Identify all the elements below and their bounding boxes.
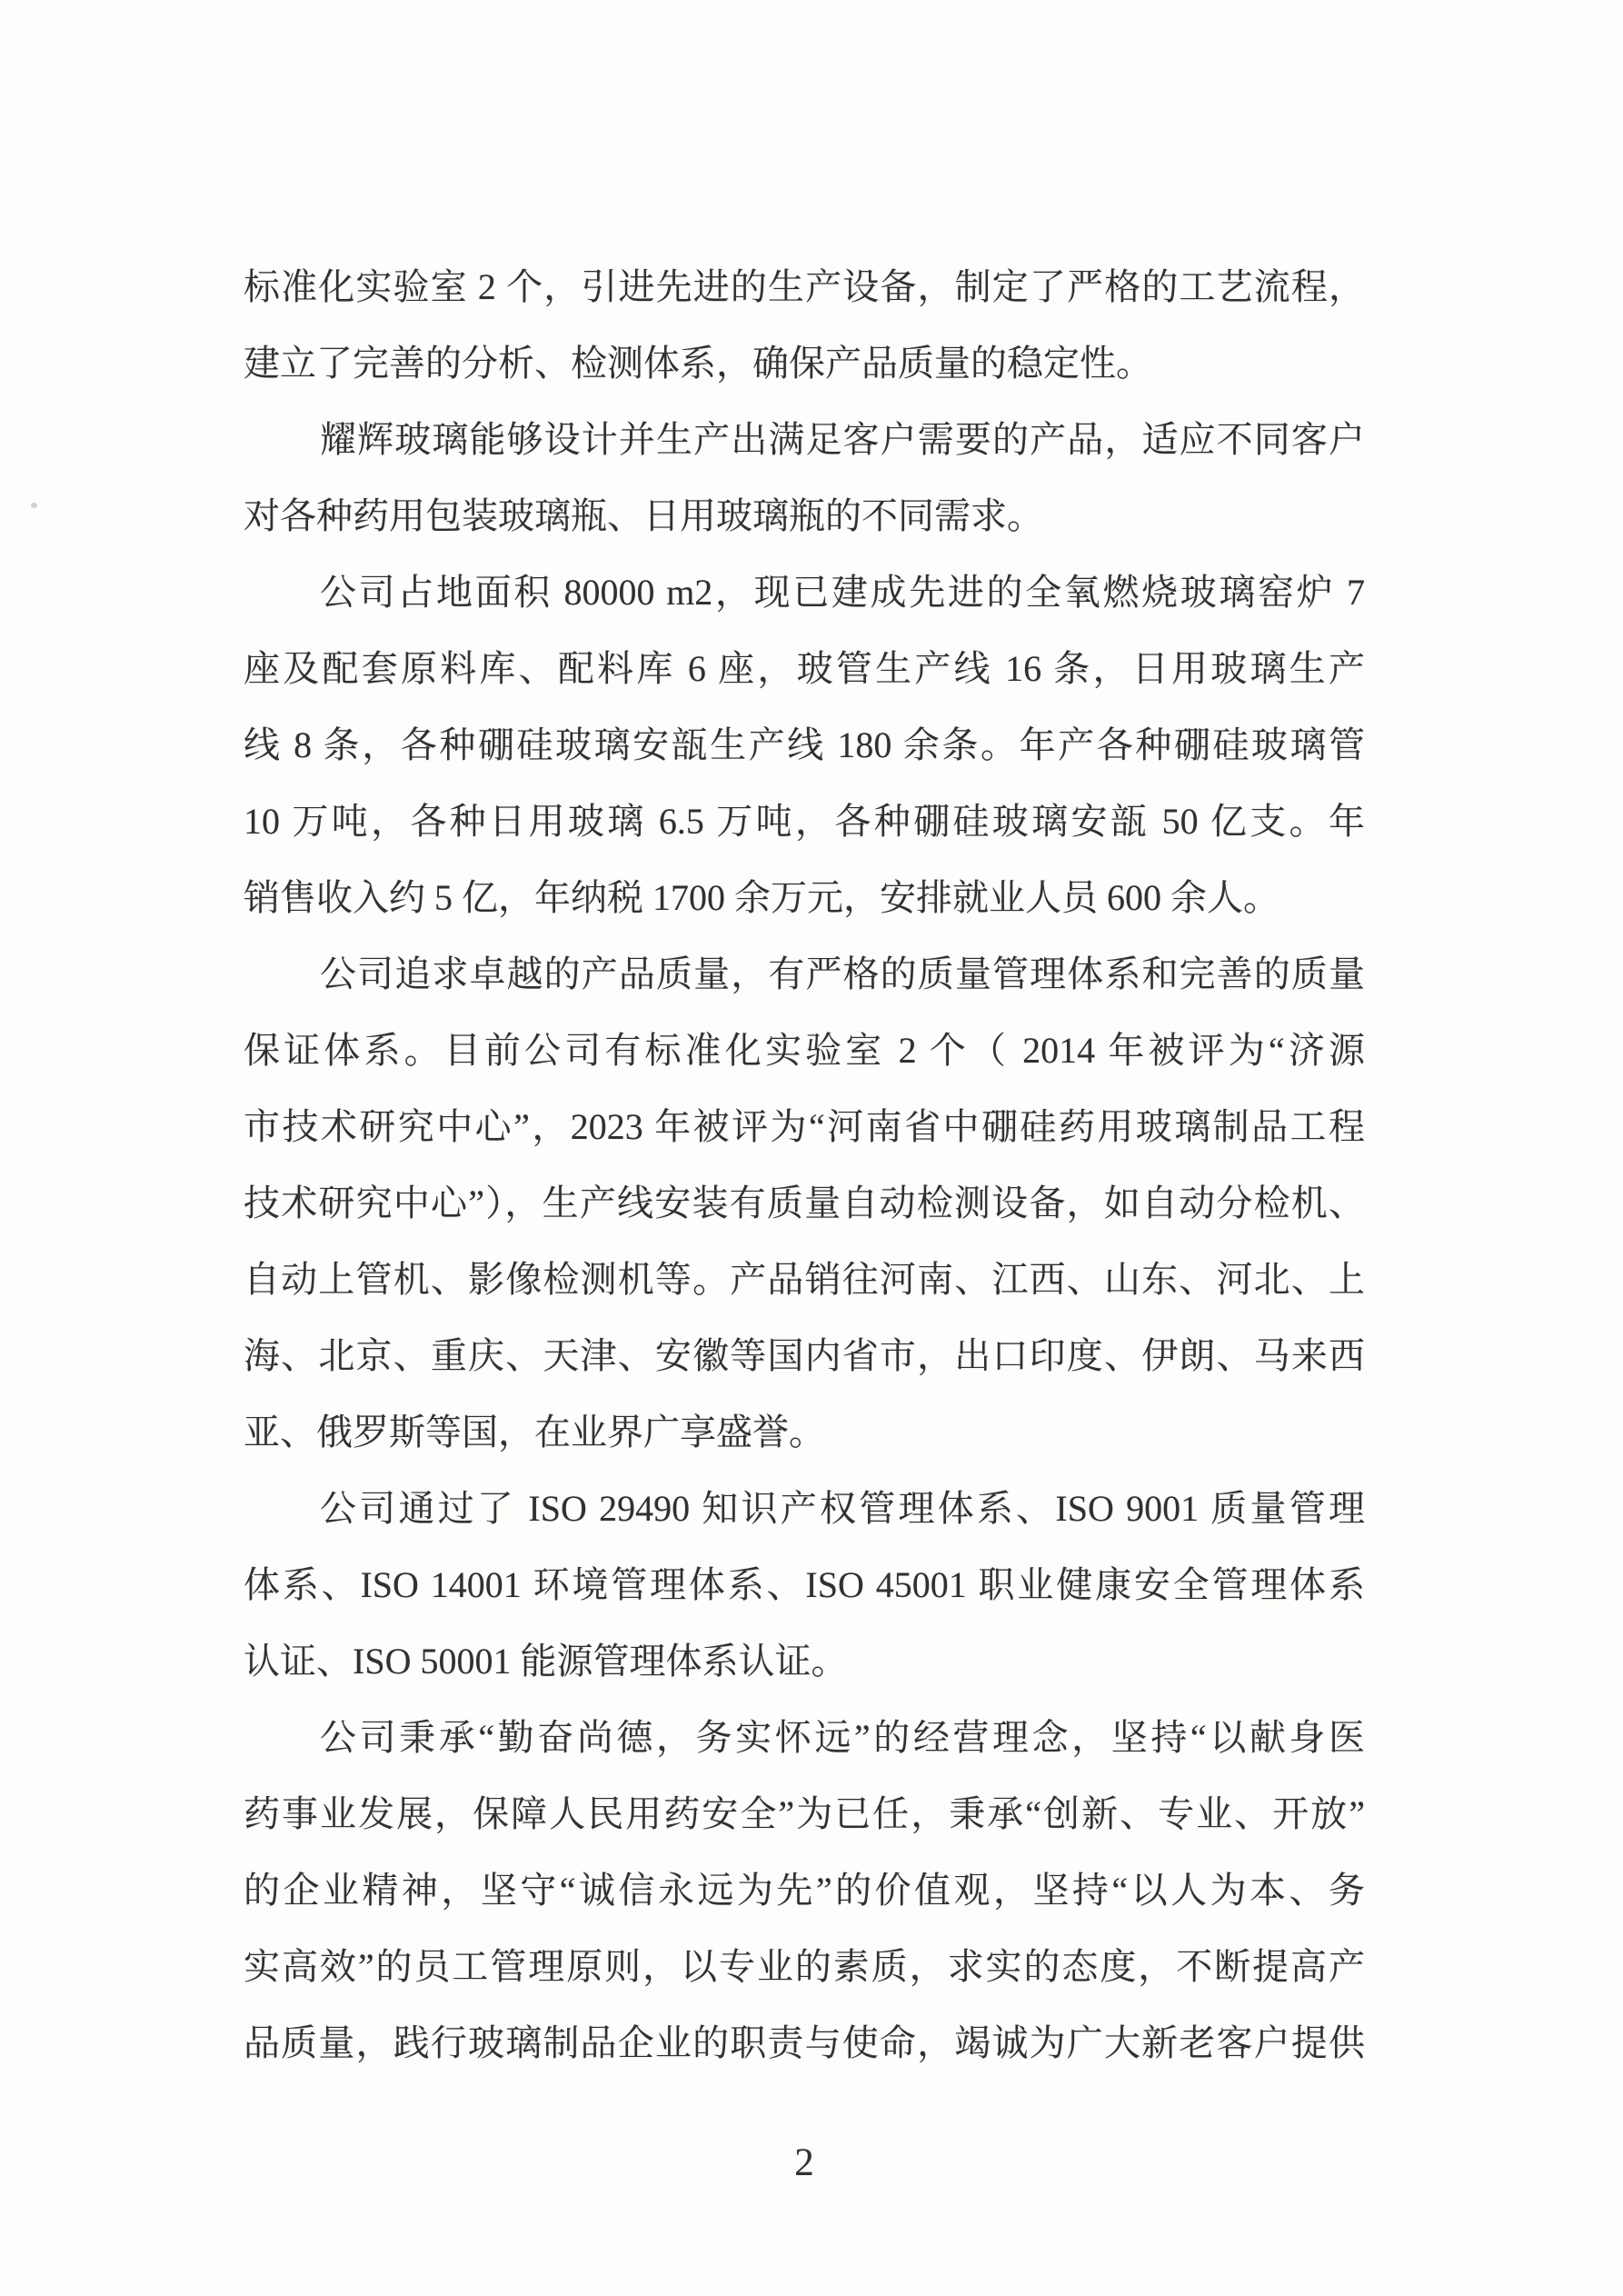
text-line-p2-l1: 耀辉玻璃能够设计并生产出满足客户需要的产品，适应不同客户 xyxy=(320,419,1365,460)
text-line-p1-l1: 标准化实验室 2 个，引进先进的生产设备，制定了严格的工艺流程， xyxy=(244,266,1365,307)
text-line-p5-l1: 公司通过了 ISO 29490 知识产权管理体系、ISO 9001 质量管理 xyxy=(320,1488,1365,1529)
text-line-p6-l3: 的企业精神，坚守“诚信永远为先”的价值观，坚持“以人为本、务 xyxy=(244,1870,1365,1911)
text-line-p4-l7: 亚、俄罗斯等国，在业界广享盛誉。 xyxy=(244,1412,825,1452)
text-line-p6-l4: 实高效”的员工管理原则，以专业的素质，求实的态度，不断提高产 xyxy=(244,1946,1365,1987)
text-line-p4-l1: 公司追求卓越的产品质量，有严格的质量管理体系和完善的质量 xyxy=(320,953,1365,994)
text-line-p4-l6: 海、北京、重庆、天津、安徽等国内省市，出口印度、伊朗、马来西 xyxy=(244,1335,1365,1376)
text-line-p4-l5: 自动上管机、影像检测机等。产品销往河南、江西、山东、河北、上 xyxy=(244,1259,1365,1300)
text-line-p5-l3: 认证、ISO 50001 能源管理体系认证。 xyxy=(244,1641,848,1682)
text-line-p4-l3: 市技术研究中心”，2023 年被评为“河南省中硼硅药用玻璃制品工程 xyxy=(244,1106,1365,1147)
text-line-p3-l5: 销售收入约 5 亿，年纳税 1700 余万元，安排就业人员 600 余人。 xyxy=(244,877,1279,918)
text-line-p2-l2: 对各种药用包装玻璃瓶、日用玻璃瓶的不同需求。 xyxy=(244,495,1043,536)
scan-artifact-dot xyxy=(31,503,37,508)
text-line-p4-l2: 保证体系。目前公司有标准化实验室 2 个（ 2014 年被评为“济源 xyxy=(244,1030,1365,1071)
text-line-p3-l4: 10 万吨，各种日用玻璃 6.5 万吨，各种硼硅玻璃安瓿 50 亿支。年 xyxy=(244,801,1365,842)
text-line-p6-l1: 公司秉承“勤奋尚德，务实怀远”的经营理念，坚持“以献身医 xyxy=(320,1717,1365,1758)
body-text xyxy=(244,249,1365,2081)
page-number: 2 xyxy=(794,2141,814,2184)
text-line-p3-l3: 线 8 条，各种硼硅玻璃安瓿生产线 180 余条。年产各种硼硅玻璃管 xyxy=(244,724,1365,765)
text-line-p4-l4: 技术研究中心”），生产线安装有质量自动检测设备，如自动分检机、 xyxy=(244,1183,1365,1223)
text-line-p5-l2: 体系、ISO 14001 环境管理体系、ISO 45001 职业健康安全管理体系 xyxy=(244,1564,1365,1605)
text-line-p6-l2: 药事业发展，保障人民用药安全”为已任，秉承“创新、专业、开放” xyxy=(244,1793,1365,1834)
text-line-p1-l2: 建立了完善的分析、检测体系，确保产品质量的稳定性。 xyxy=(244,343,1152,384)
text-line-p6-l5: 品质量，践行玻璃制品企业的职责与使命，竭诚为广大新老客户提供 xyxy=(244,2022,1365,2063)
text-line-p3-l2: 座及配套原料库、配料库 6 座，玻管生产线 16 条，日用玻璃生产 xyxy=(244,648,1365,689)
text-line-p3-l1: 公司占地面积 80000 m2，现已建成先进的全氧燃烧玻璃窑炉 7 xyxy=(320,572,1365,613)
